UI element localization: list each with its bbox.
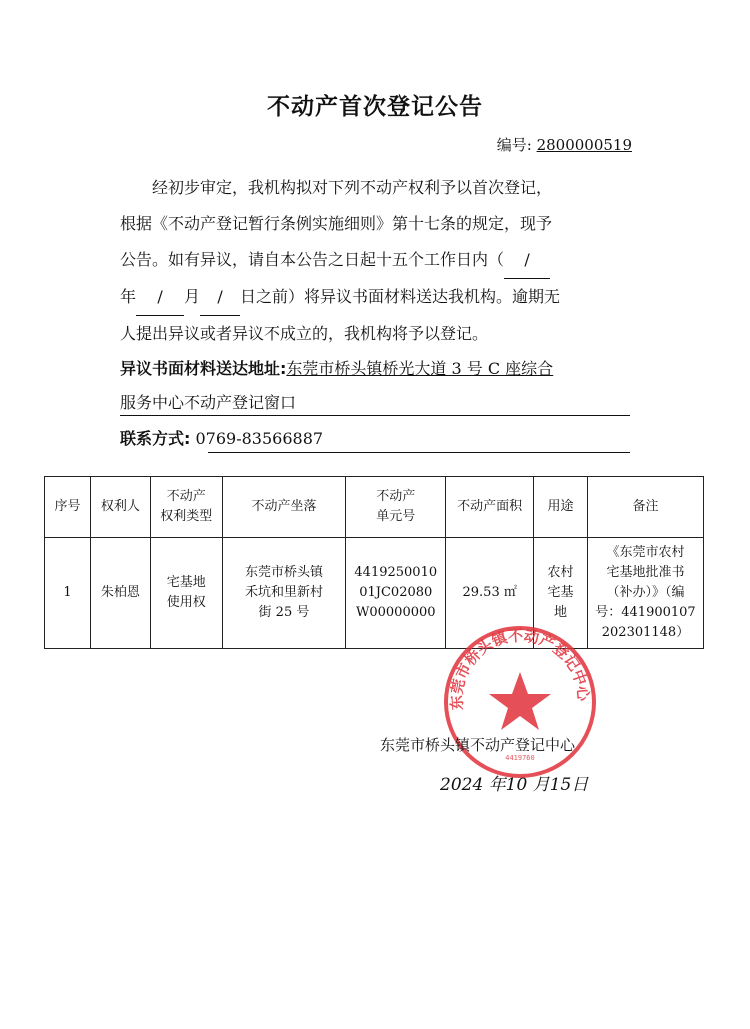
- deadline-blank: /: [136, 279, 184, 316]
- paragraph-text: 年: [120, 287, 137, 306]
- issuer-signature: 东莞市桥头镇不动产登记中心: [380, 736, 576, 754]
- issue-date: 2024 年10 月15日: [440, 775, 589, 795]
- contact-label: 联系方式:: [120, 429, 191, 448]
- deadline-blank: /: [504, 242, 550, 279]
- seal-number: 4419760: [505, 754, 535, 762]
- table-row: [45, 538, 704, 649]
- header-location: 不动产坐落: [222, 477, 346, 538]
- cell-area: 29.53 ㎡: [446, 538, 534, 649]
- cell-usage: 农村 宅基 地: [534, 538, 588, 649]
- registration-table: [44, 476, 704, 649]
- paragraph-line: [120, 279, 632, 316]
- cell-location: 东莞市桥头镇 禾坑和里新村 街 25 号: [222, 538, 346, 649]
- cell-remark: 《东莞市农村 宅基地批准书 （补办）》（编 号：441900107 202301148）: [588, 538, 704, 649]
- objection-address: [120, 352, 632, 420]
- cell-right-type: 宅基地 使用权: [150, 538, 222, 649]
- deadline-blank: /: [200, 279, 240, 316]
- paragraph-text: 日之前）将异议书面材料送达我机构。逾期无: [240, 287, 561, 306]
- cell-owner: 朱柏恩: [90, 538, 150, 649]
- address-label: 异议书面材料送达地址:: [120, 359, 287, 378]
- table-header-row: [45, 477, 704, 538]
- paragraph-line: [120, 242, 632, 279]
- address-value: 服务中心不动产登记窗口: [120, 393, 297, 412]
- header-owner: 权利人: [90, 477, 150, 538]
- cell-unit-no: 4419250010 01JC02080 W00000000: [346, 538, 446, 649]
- underline: [120, 415, 630, 416]
- official-seal: [440, 622, 600, 782]
- page-title: 不动产首次登记公告: [267, 94, 483, 120]
- address-value: 东莞市桥头镇桥光大道 3 号 C 座综合: [286, 359, 554, 378]
- contact-value: 0769-83566887: [195, 429, 324, 448]
- paragraph-line: 经初步审定，我机构拟对下列不动产权利予以首次登记，: [152, 178, 553, 197]
- header-remark: 备注: [588, 477, 704, 538]
- number-value: 2800000519: [536, 136, 632, 154]
- paragraph-text: 公告。如有异议，请自本公告之日起十五个工作日内（: [120, 250, 505, 269]
- paragraph-line: 根据《不动产登记暂行条例实施细则》第十七条的规定，现予: [120, 214, 553, 233]
- paragraph-text: 月: [184, 287, 201, 306]
- notice-number: [497, 134, 632, 155]
- header-seq: 序号: [45, 477, 91, 538]
- number-label: 编号:: [496, 136, 532, 154]
- contact-info: [120, 424, 632, 454]
- seal-text: 东莞市桥头镇不动产登记中心: [447, 626, 593, 711]
- notice-paragraph: [120, 170, 632, 352]
- header-unit-no: 不动产 单元号: [346, 477, 446, 538]
- underline: [208, 452, 630, 453]
- cell-seq: 1: [45, 538, 91, 649]
- header-usage: 用途: [534, 477, 588, 538]
- header-right-type: 不动产 权利类型: [150, 477, 222, 538]
- header-area: 不动产面积: [446, 477, 534, 538]
- paragraph-line: 人提出异议或者异议不成立的，我机构将予以登记。: [120, 324, 489, 343]
- seal-star-icon: [489, 672, 551, 730]
